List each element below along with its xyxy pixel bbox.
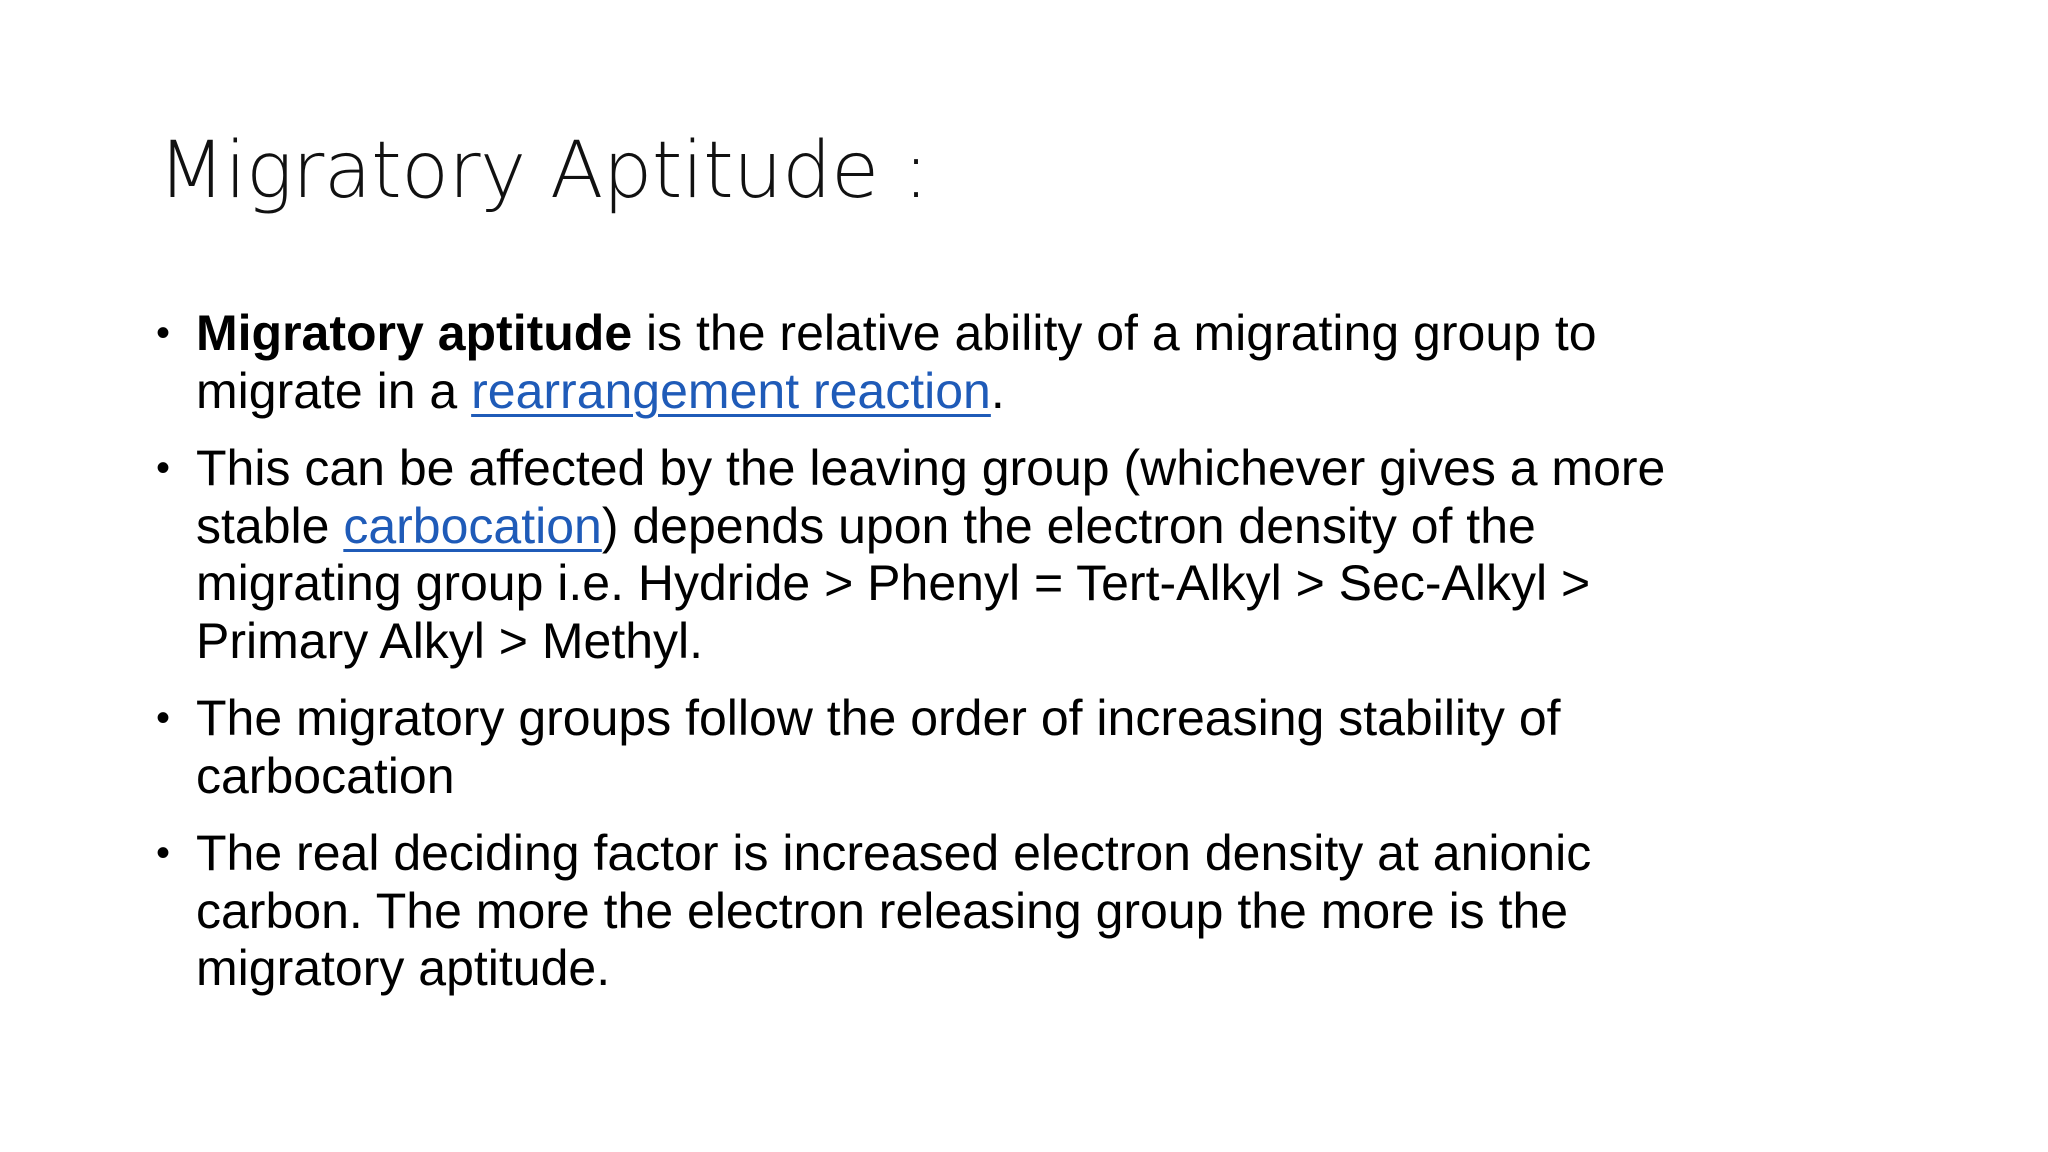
- bullet-icon: •: [156, 696, 171, 740]
- bold-term: Migratory aptitude: [196, 305, 633, 361]
- bullet-item: [148, 440, 1848, 670]
- text-span: .: [990, 362, 1005, 419]
- text-line: [196, 363, 1848, 421]
- text-span: migrate in a: [196, 362, 472, 419]
- text-line: [196, 498, 1848, 556]
- text-line: Primary Alkyl > Methyl.: [196, 612, 704, 669]
- text-line: migrating group i.e. Hydride > Phenyl = Tert-Alkyl > Sec-Alkyl >: [196, 555, 1591, 611]
- text-line: carbocation: [196, 747, 455, 804]
- bullet-icon: •: [156, 831, 171, 875]
- bullet-icon: •: [156, 311, 171, 355]
- text-span: stable: [196, 497, 344, 554]
- text-span: ) depends upon the electron density of the: [601, 497, 1536, 554]
- bullet-item: [148, 825, 1848, 998]
- carbocation-link[interactable]: carbocation: [343, 497, 602, 554]
- text-line: The migratory groups follow the order of increasing stability of: [196, 690, 1561, 746]
- text-line: The real deciding factor is increased electron density at anionic: [196, 825, 1592, 881]
- bullet-item: [148, 305, 1848, 420]
- text-line: carbon. The more the electron releasing group the more is the: [196, 882, 1569, 939]
- text-line: This can be affected by the leaving group (whichever gives a more: [196, 440, 1666, 496]
- text-line: migratory aptitude.: [196, 940, 611, 996]
- rearrangement-reaction-link[interactable]: rearrangement reaction: [471, 362, 991, 419]
- text-line: [196, 305, 1848, 363]
- bullet-list: [148, 305, 1848, 1018]
- text-span: is the relative ability of a migrating group to: [632, 305, 1597, 361]
- bullet-item: [148, 690, 1848, 805]
- bullet-icon: •: [156, 446, 171, 490]
- slide-title: Migratory Aptitude :: [158, 126, 929, 216]
